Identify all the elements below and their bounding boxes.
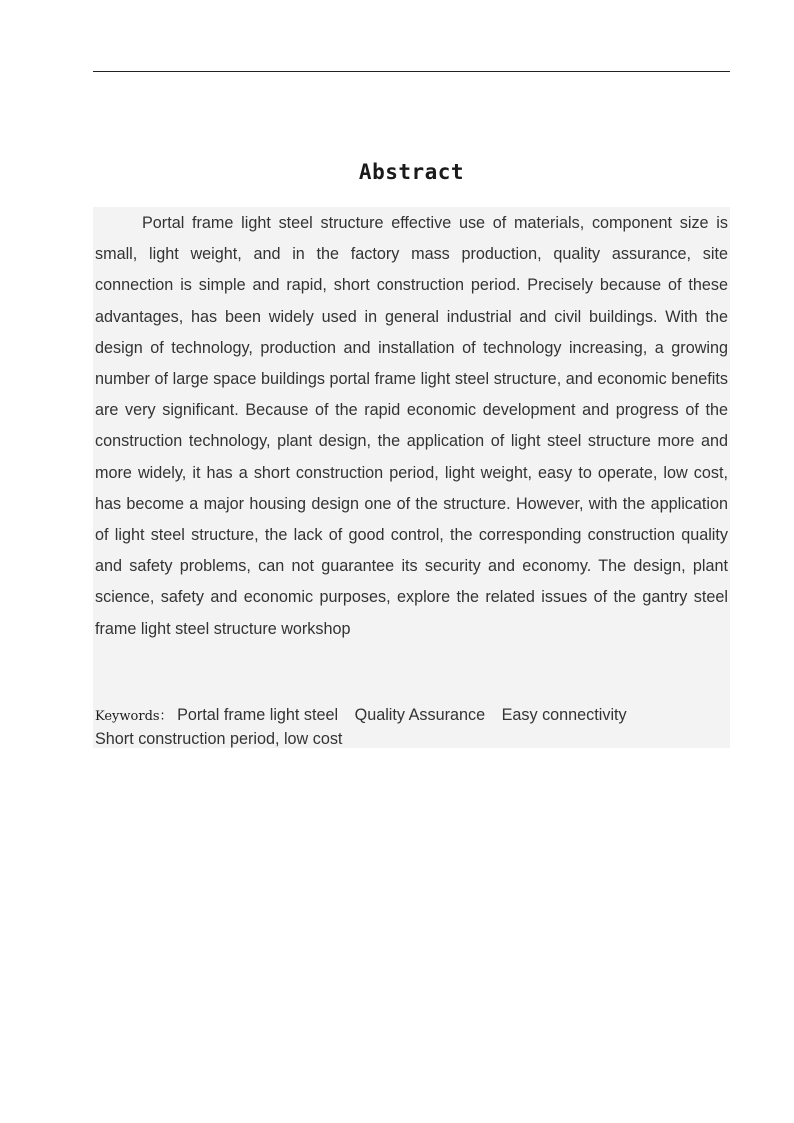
keyword-item: Easy connectivity	[501, 706, 627, 724]
keyword-item: Short construction period, low cost	[95, 730, 343, 748]
abstract-body: Portal frame light steel structure effective use of materials, component size is small, light weight, and in the factory mass production, quality assurance, site connection is simple and rapid, short construction period. Precisely because of these advantages, has been widely used in general industrial and civil buildings. With the design of technology, production and installation of technology increasing, a growing number of large space buildings portal frame light steel structure, and economic benefits are very significant. Because of the rapid economic development and progress of the construction technology, plant design, the application of light steel structure more and more widely, it has a short construction period, light weight, easy to operate, low cost, has become a major housing design one of the structure. However, with the application of light steel structure, the lack of good control, the corresponding construction quality and safety problems, can not guarantee its security and economy. The design, plant science, safety and economic purposes, explore the related issues of the gantry steel frame light steel structure workshop	[95, 214, 728, 638]
keywords-label: Keywords：	[95, 709, 173, 724]
keyword-item: Quality Assurance	[354, 706, 486, 724]
keyword-item: Portal frame light steel	[177, 706, 339, 724]
keywords	[95, 704, 728, 750]
abstract-panel	[93, 207, 730, 748]
page-title: Abstract	[358, 160, 465, 184]
header-rule	[93, 71, 730, 72]
